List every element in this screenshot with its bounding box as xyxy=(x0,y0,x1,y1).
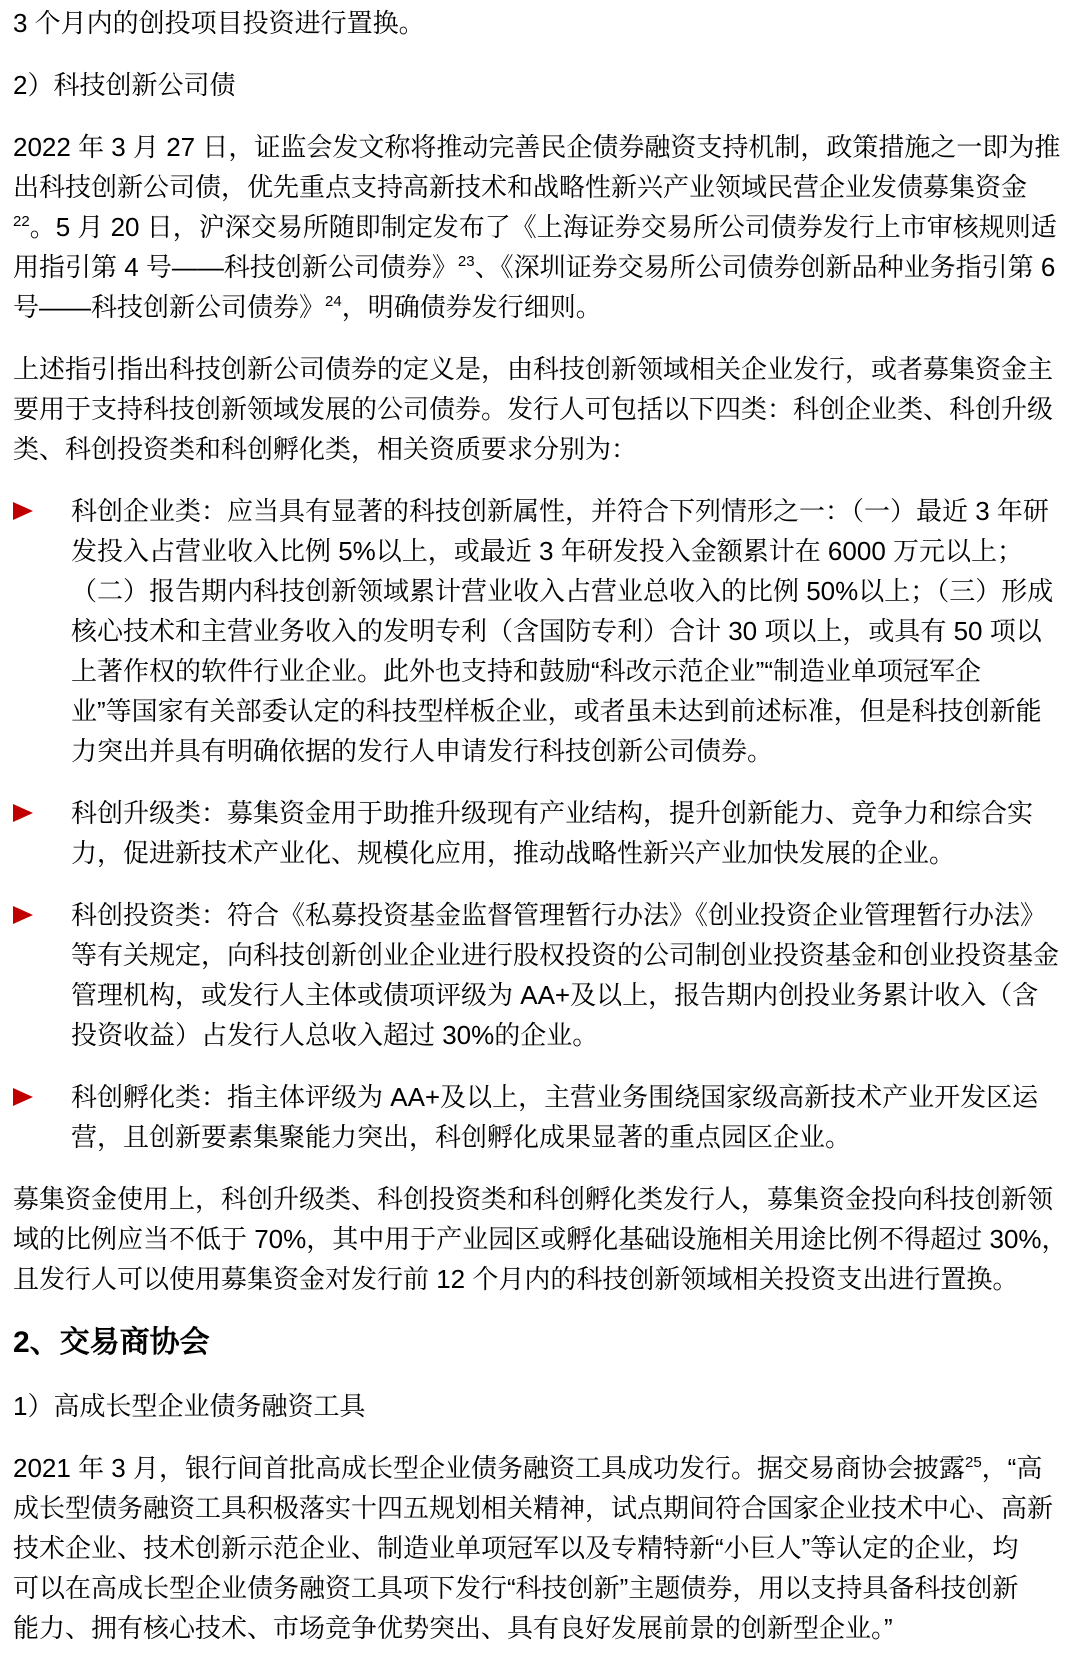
text-line: 科创升级类：募集资金用于助推升级现有产业结构，提升创新能力、竞争力和综合实 xyxy=(71,798,1034,828)
text-line xyxy=(13,287,1068,327)
text-line: 出科技创新公司债，优先重点支持高新技术和战略性新兴产业领域民营企业发债募集资金 xyxy=(13,172,1028,202)
text-line: 核心技术和主营业务收入的发明专利（含国防专利）合计 30 项以上，或具有 50 项以 xyxy=(71,616,1042,646)
text-line xyxy=(13,247,1068,287)
category-item-sci-tech-upgrade xyxy=(13,793,1068,873)
text-line: 3 个月内的创投项目投资进行置换。 xyxy=(13,8,425,38)
category-item-sci-tech-enterprise xyxy=(13,491,1068,771)
text-line: 等有关规定，向科技创新创业企业进行股权投资的公司制创业投资基金和创业投资基金 xyxy=(71,940,1060,970)
text-line: 科创孵化类：指主体评级为 AA+及以上，主营业务围绕国家级高新技术产业开发区运 xyxy=(71,1082,1039,1112)
high-growth-intro-paragraph xyxy=(13,1448,1068,1648)
text-line: 营，且创新要素集聚能力突出，科创孵化成果显著的重点园区企业。 xyxy=(71,1122,852,1152)
section-heading-nafmii: 2、交易商协会 xyxy=(13,1326,210,1359)
text-segment: 、《深圳证券交易所公司债券创新品种业务指引第 6 xyxy=(474,252,1056,282)
footnote-ref-23: 23 xyxy=(457,253,475,270)
text-line: 可以在高成长型企业债务融资工具项下发行“科技创新”主题债券，用以支持具备科技创新 xyxy=(13,1573,1019,1603)
red-triangle-bullet-icon xyxy=(13,906,33,924)
text-segment: 。5 月 20 日，沪深交易所随即制定发布了《上海证券交易所公司债券发行上市审核规则适 xyxy=(29,212,1057,242)
subheading-text: 1）高成长型企业债务融资工具 xyxy=(13,1391,366,1421)
text-line: 上著作权的软件行业企业。此外也支持和鼓励“科改示范企业”“制造业单项冠军企 xyxy=(71,656,981,686)
carryover-sentence xyxy=(13,3,1068,43)
red-triangle-bullet-icon xyxy=(13,1088,33,1106)
footnote-ref-24: 24 xyxy=(325,293,342,310)
text-line: 科创企业类：应当具有显著的科技创新属性，并符合下列情形之一：（一）最近 3 年研 xyxy=(71,496,1049,526)
category-item-sci-tech-investment xyxy=(13,895,1068,1055)
text-line: 成长型债务融资工具积极落实十四五规划相关精神，试点期间符合国家企业技术中心、高新 xyxy=(13,1493,1054,1523)
red-triangle-bullet-icon xyxy=(13,502,33,520)
text-line: 力突出并具有明确依据的发行人申请发行科技创新公司债券。 xyxy=(71,736,774,766)
subheading-sci-tech-bond xyxy=(13,65,1068,105)
text-line: 管理机构，或发行人主体或债项评级为 AA+及以上，报告期内创投业务累计收入（含 xyxy=(71,980,1039,1010)
text-line: 域的比例应当不低于 70%，其中用于产业园区或孵化基础设施相关用途比例不得超过 30%， xyxy=(13,1224,1068,1254)
text-line: 2022 年 3 月 27 日，证监会发文称将推动完善民企债券融资支持机制，政策措施之一即为推 xyxy=(13,132,1061,162)
text-segment: ，“高 xyxy=(981,1453,1043,1483)
text-line: 募集资金使用上，科创升级类、科创投资类和科创孵化类发行人，募集资金投向科技创新领 xyxy=(13,1184,1054,1214)
text-line: 发投入占营业收入比例 5%以上，或最近 3 年研发投入金额累计在 6000 万元以上； xyxy=(71,536,1023,566)
text-segment: 号——科技创新公司债券》 xyxy=(13,292,326,322)
text-line: 类、科创投资类和科创孵化类，相关资质要求分别为： xyxy=(13,434,638,464)
footnote-ref-22: 22 xyxy=(13,213,30,230)
text-line: （二）报告期内科技创新领域累计营业收入占营业总收入的比例 50%以上；（三）形成 xyxy=(71,576,1054,606)
text-line xyxy=(13,1448,1068,1488)
text-line: 投资收益）占发行人总收入超过 30%的企业。 xyxy=(71,1020,599,1050)
text-line: 科创投资类：符合《私募投资基金监督管理暂行办法》《创业投资企业管理暂行办法》 xyxy=(71,900,1047,930)
text-line: 能力、拥有核心技术、市场竞争优势突出、具有良好发展前景的创新型企业。” xyxy=(13,1613,893,1643)
text-line: 力，促进新技术产业化、规模化应用，推动战略性新兴产业加快发展的企业。 xyxy=(71,838,956,868)
text-segment: 2021 年 3 月，银行间首批高成长型企业债务融资工具成功发行。据交易商协会披露 xyxy=(13,1453,965,1483)
category-item-sci-tech-incubation xyxy=(13,1077,1068,1157)
text-line: 且发行人可以使用募集资金对发行前 12 个月内的科技创新领域相关投资支出进行置换。 xyxy=(13,1264,1019,1294)
text-line: 要用于支持科技创新领域发展的公司债券。发行人可包括以下四类：科创企业类、科创升级 xyxy=(13,394,1054,424)
text-segment: ，明确债券发行细则。 xyxy=(341,292,602,322)
definition-paragraph xyxy=(13,349,1068,469)
text-segment: 用指引第 4 号——科技创新公司债券》 xyxy=(13,252,458,282)
sci-tech-bond-intro-paragraph xyxy=(13,127,1068,327)
fund-usage-paragraph xyxy=(13,1179,1068,1299)
text-line: 上述指引指出科技创新公司债券的定义是，由科技创新领域相关企业发行，或者募集资金主 xyxy=(13,354,1054,384)
text-line: 业”等国家有关部委认定的科技型样板企业，或者虽未达到前述标准，但是科技创新能 xyxy=(71,696,1042,726)
footnote-ref-25: 25 xyxy=(964,1454,982,1471)
red-triangle-bullet-icon xyxy=(13,804,33,822)
text-line: 技术企业、技术创新示范企业、制造业单项冠军以及专精特新“小巨人”等认定的企业，均 xyxy=(13,1533,1019,1563)
subheading-text: 2）科技创新公司债 xyxy=(13,70,236,100)
subheading-high-growth-instrument xyxy=(13,1386,1068,1426)
text-line xyxy=(13,207,1068,247)
